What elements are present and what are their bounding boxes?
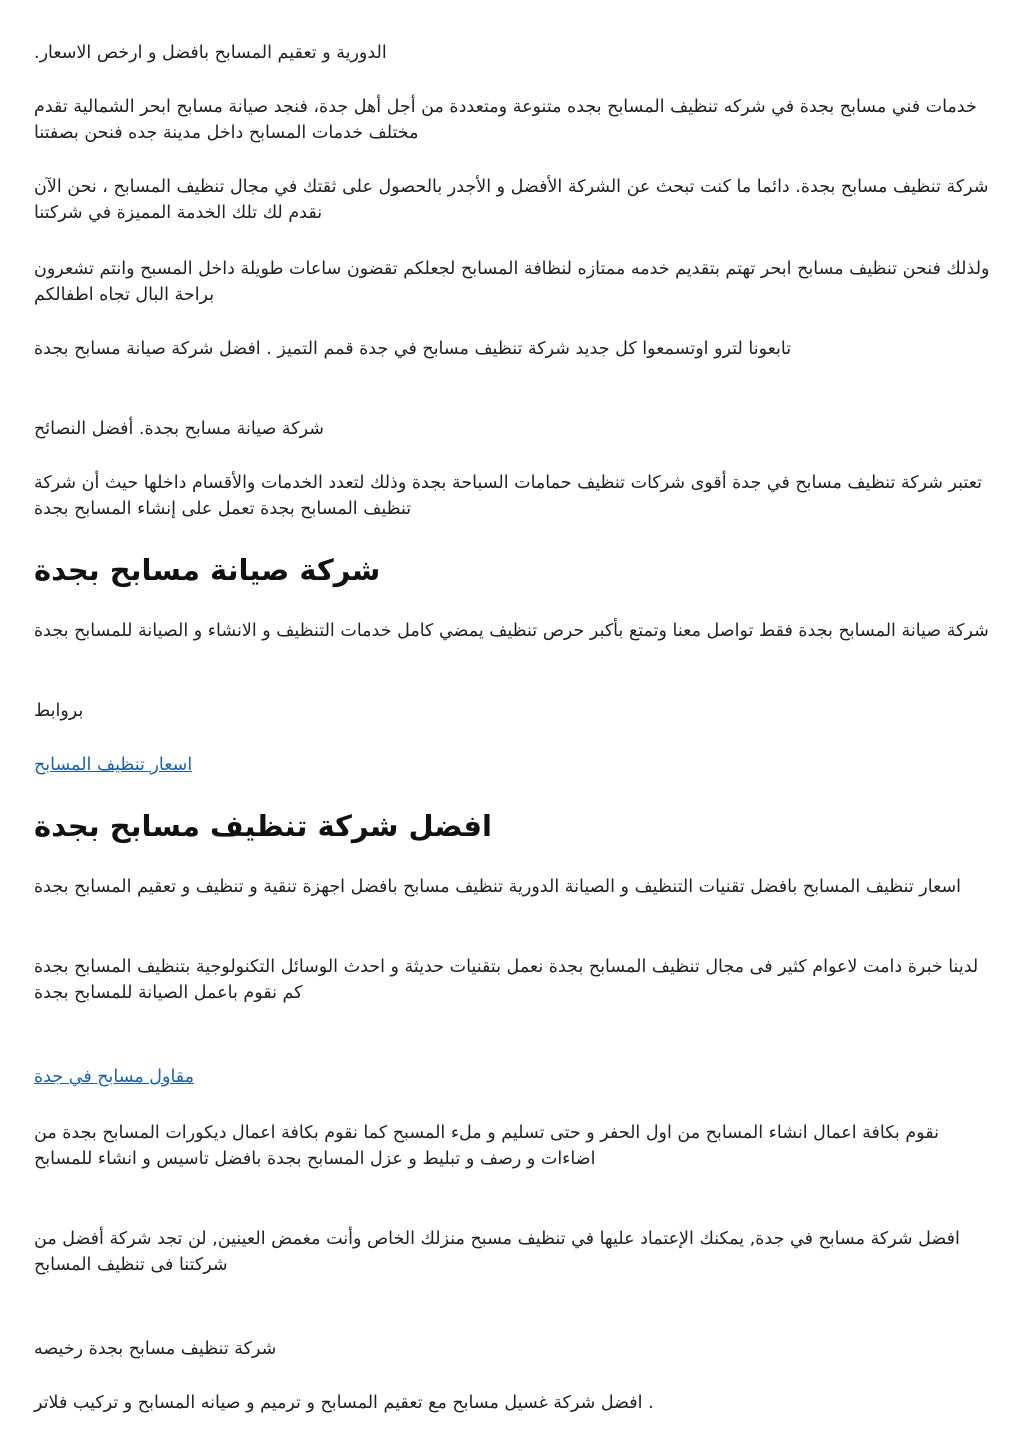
paragraph: تعتبر شركة تنظيف مسابح في جدة أقوى شركات تنظيف حمامات السباحة بجدة وذلك لتعدد الخدمات والأقسام داخلها حيث أن شركة تنظيف المسابح بجدة تعمل على إنشاء المسابح بجدة xyxy=(34,473,983,519)
paragraph: شركة صيانة مسابح بجدة. أفضل النصائح xyxy=(34,419,324,439)
section-heading: افضل شركة تنظيف مسابح بجدة xyxy=(34,809,492,843)
paragraph: خدمات فني مسابح بجدة في شركه تنظيف المسابح بجده متنوعة ومتعددة من أجل أهل جدة، فنجد صيانة مسابح ابحر الشمالية تقدم مختلف خدمات المسابح داخل مدينة جده فنحن بصفتنا xyxy=(34,97,977,143)
paragraph: اسعار تنظيف المسابح بافضل تقنيات التنظيف و الصيانة الدورية تنظيف مسابح بافضل اجهزة تنقية و تنظيف و تعقيم المسابح بجدة xyxy=(34,877,962,897)
paragraph: تابعونا لترو اوتسمعوا كل جديد شركة تنظيف مسابح في جدة قمم التميز . افضل شركة صيانة مسابح بجدة xyxy=(34,339,792,359)
paragraph: شركة تنظيف مسابح بجدة رخيصه xyxy=(34,1339,277,1359)
paragraph: نقوم بكافة اعمال انشاء المسابح من اول الحفر و حتى تسليم و ملء المسبح كما نقوم بكافة اعمال ديكورات المسابح بجدة من اضاءات و رصف و تبليط و عزل المسابح بجدة بافضل تاسيس و انشاء للمسابح xyxy=(34,1123,939,1169)
section-heading: شركة صيانة مسابح بجدة xyxy=(34,553,381,587)
paragraph: شركة تنظيف مسابح بجدة. دائما ما كنت تبحث عن الشركة الأفضل و الأجدر بالحصول على ثقتك في مجال تنظيف المسابح ، نحن الآن نقدم لك تلك الخدمة المميزة في شركتنا xyxy=(34,177,989,223)
link-pool-contractor[interactable]: مقاول مسابح في جدة xyxy=(34,1067,195,1087)
paragraph: لدينا خبرة دامت لاعوام كثير فى مجال تنظيف المسابح بجدة نعمل بتقنيات حديثة و احدث الوسائل التكنولوجية بتنظيف المسابح بجدة كم نقوم باعمل الصيانة للمسابح بجدة xyxy=(34,957,979,1003)
paragraph: الدورية و تعقيم المسابح بافضل و ارخص الاسعار. xyxy=(34,43,387,63)
paragraph: بروابط xyxy=(34,701,84,721)
paragraph: شركة صيانة المسابح بجدة فقط تواصل معنا وتمتع بأكبر حرص تنظيف يمضي كامل خدمات التنظيف و الانشاء و الصيانة للمسابح بجدة xyxy=(34,621,989,641)
paragraph: . افضل شركة غسيل مسابح مع تعقيم المسابح و ترميم و صيانه المسابح و تركيب فلاتر xyxy=(34,1393,654,1413)
link-pool-cleaning-prices[interactable]: اسعار تنظيف المسابح xyxy=(34,755,193,775)
paragraph: افضل شركة مسابح في جدة, يمكنك الإعتماد عليها في تنظيف مسبح منزلك الخاص وأنت مغمض العينين, لن تجد شركة أفضل من شركتنا فى تنظيف المسابح xyxy=(34,1229,960,1275)
paragraph: ولذلك فنحن تنظيف مسابح ابحر تهتم بتقديم خدمه ممتازه لنظافة المسابح لجعلكم تقضون ساعات طويلة داخل المسبح وانتم تشعرون براحة البال تجاه اطفالكم xyxy=(34,259,990,305)
